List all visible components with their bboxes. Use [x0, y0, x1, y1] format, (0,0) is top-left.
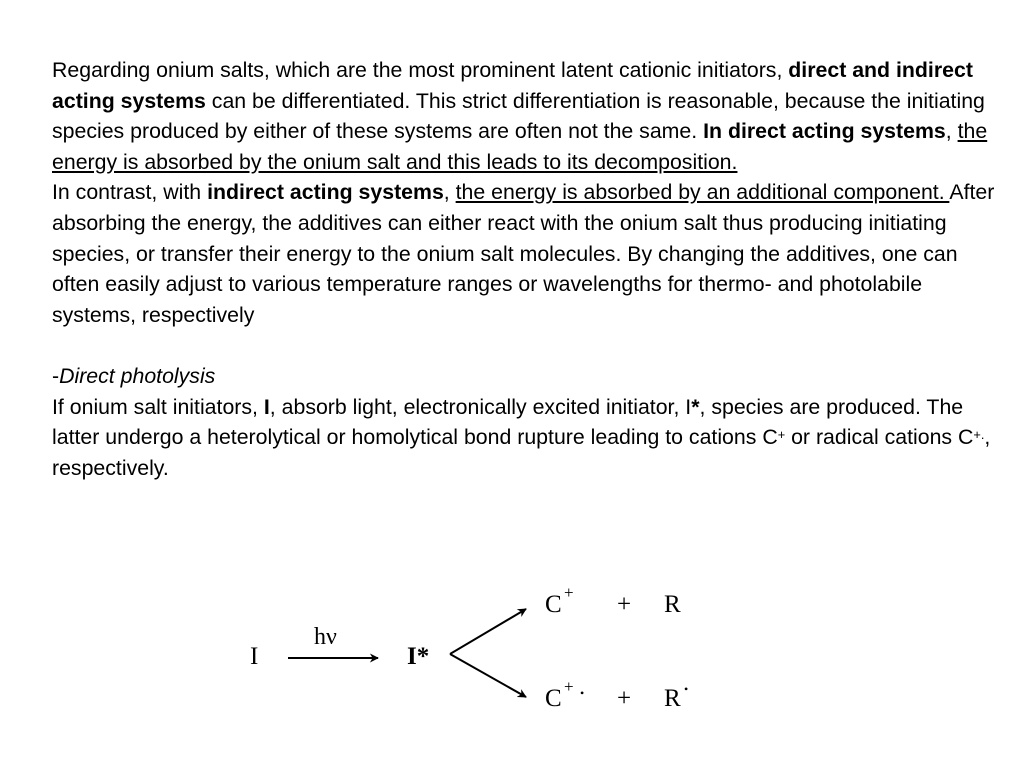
scheme-top-cation-charge: +	[564, 583, 574, 602]
scheme-branch-arrow-up	[450, 609, 526, 654]
p1-mid: can be differentiated. This strict differentiation is reasonable, because the initiating species produced by either of these systems are often not the same.	[52, 88, 985, 144]
heading-dash: -	[52, 363, 60, 388]
scheme-top-plus: +	[617, 591, 632, 618]
p3-sup-plus: +	[777, 426, 786, 442]
p3-bold-star: *	[691, 394, 700, 419]
p2-bold-indirect: indirect acting systems	[207, 180, 444, 205]
scheme-bottom-cation-dot: •	[580, 686, 585, 700]
p2-rest: After absorbing the energy, the additives can either react with the onium salt thus producing initiating species, or transfer their energy to the onium salt molecules. By changing the additives, one can often easily adjust to various temperature ranges or wavelengths for thermo- and photolabile systems, respectively	[52, 180, 995, 327]
p2-comma: ,	[443, 180, 456, 205]
p3-part2: , absorb light, electronically excited initiator, I	[269, 394, 692, 419]
p1-bold-direct: In direct acting systems	[703, 119, 946, 144]
p3-sup-plus-dot: +.	[973, 426, 985, 442]
p3-part1: If onium salt initiators,	[52, 394, 264, 419]
p2-underlined: the energy is absorbed by an additional component.	[455, 180, 950, 205]
p3-part3: , species are produced. The latter undergo a heterolytical or homolytical bond rupture leading to cations C	[52, 394, 964, 450]
scheme-condition-hv: hν	[314, 624, 337, 650]
scheme-excited-I-star: I*	[407, 643, 430, 670]
p3-bold-I: I	[263, 394, 270, 419]
p3-part4: or radical cations C	[785, 425, 974, 450]
p1-comma: ,	[945, 119, 958, 144]
scheme-top-cation: C	[545, 591, 562, 618]
scheme-bottom-plus: +	[617, 685, 632, 712]
heading-direct-photolysis: Direct photolysis	[59, 363, 216, 388]
p1-underlined: the energy is absorbed by the onium salt and this leads to its decomposition.	[52, 119, 988, 174]
p1-bold-systems: direct and indirect acting systems	[52, 58, 973, 113]
scheme-bottom-cation-charge: +	[564, 677, 574, 696]
p2-intro: In contrast, with	[52, 180, 208, 205]
scheme-bottom-radical-dot: •	[684, 682, 689, 696]
scheme-bottom-cation: C	[545, 685, 562, 712]
scheme-branch-arrow-down	[450, 654, 526, 697]
scheme-reactant-I: I	[250, 643, 259, 670]
p1-intro: Regarding onium salts, which are the most prominent latent cationic initiators,	[52, 58, 783, 82]
p3-part5: , respectively.	[52, 425, 991, 480]
scheme-bottom-radical: R	[664, 685, 681, 712]
scheme-top-radical: R	[664, 591, 681, 618]
